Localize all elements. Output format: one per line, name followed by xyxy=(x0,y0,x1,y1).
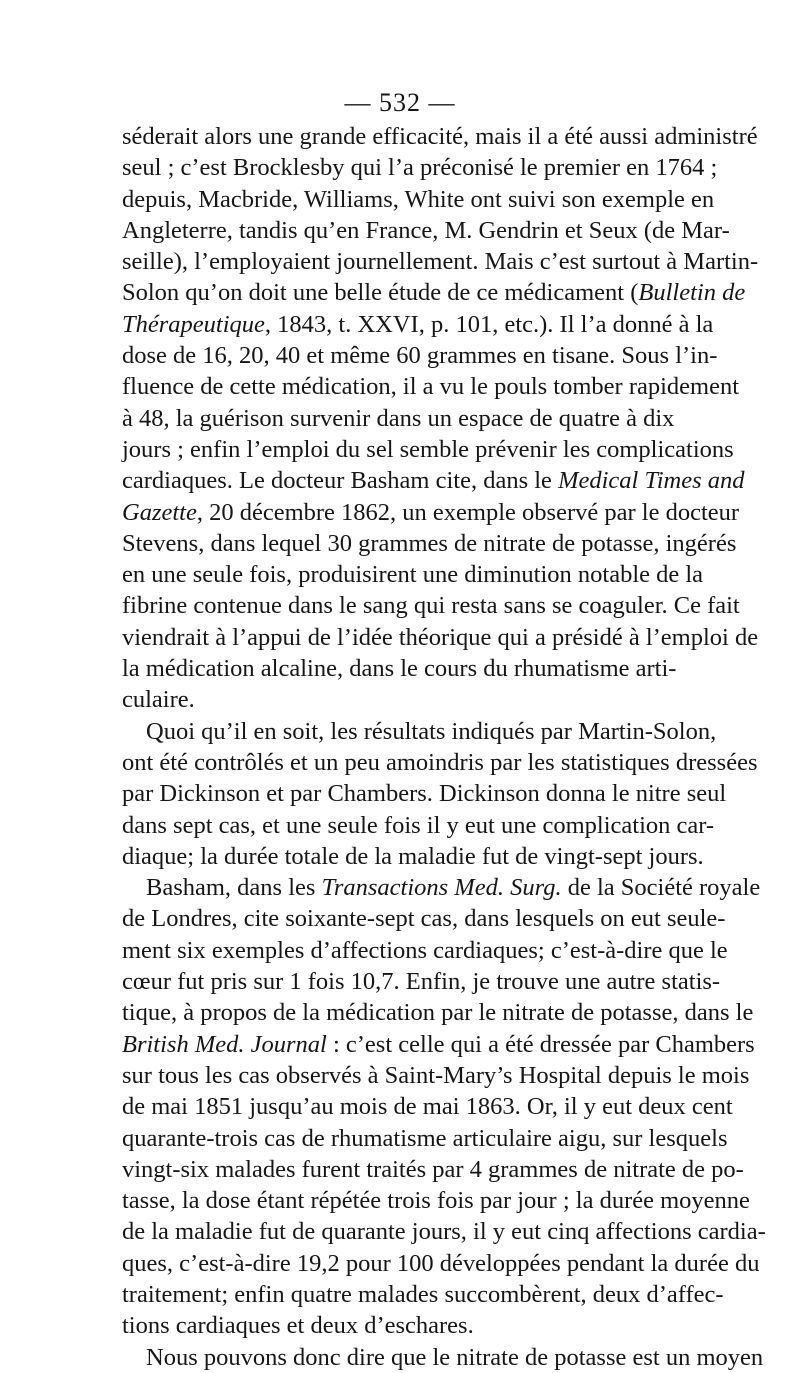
italic-text: Transactions Med. Surg. xyxy=(321,874,562,902)
text-segment: jours ; enfin l’emploi du sel semble prévenir les complications xyxy=(122,435,734,463)
text-segment: dose de 16, 20, 40 et même 60 grammes en tisane. Sous l’in- xyxy=(122,342,718,370)
text-segment: fluence de cette médication, il a vu le pouls tomber rapidement xyxy=(122,373,740,401)
text-line xyxy=(122,747,758,778)
text-line xyxy=(122,465,745,496)
text-line xyxy=(122,1248,760,1279)
text-line xyxy=(122,716,717,747)
text-segment: ment six exemples d’affections cardiaques; c’est-à-dire que le xyxy=(122,936,728,964)
text-line xyxy=(122,277,746,308)
text-line xyxy=(122,622,759,653)
text-segment: viendrait à l’appui de l’idée théorique qui a présidé à l’emploi de xyxy=(122,623,759,651)
text-segment: , 1843, t. XXVI, p. 101, etc.). Il l’a donné à la xyxy=(264,310,714,338)
italic-text: Bulletin de xyxy=(638,279,746,307)
page-number: — 532 — xyxy=(344,88,456,117)
text-line xyxy=(122,810,715,841)
text-segment: tasse, la dose étant répétée trois fois par jour ; la durée moyenne xyxy=(122,1187,750,1215)
text-segment: seul ; c’est Brocklesby qui l’a préconisé le premier en 1764 ; xyxy=(122,154,718,182)
text-line xyxy=(122,653,677,684)
text-segment: , 20 décembre 1862, un exemple observé par le docteur xyxy=(196,498,740,526)
text-line xyxy=(122,1310,671,1341)
text-line xyxy=(122,935,728,966)
text-segment: par Dickinson et par Chambers. Dickinson donna le nitre seul xyxy=(122,780,727,808)
text-line xyxy=(122,1060,750,1091)
text-segment: fibrine contenue dans le sang qui resta sans se coaguler. Ce fait xyxy=(122,592,740,620)
text-line xyxy=(122,872,761,903)
text-line xyxy=(122,246,759,277)
text-segment: de la maladie fut de quarante jours, il y eut cinq affections cardia- xyxy=(122,1218,766,1246)
text-segment: de la Société royale xyxy=(561,874,761,902)
text-segment: Stevens, dans lequel 30 grammes de nitrate de potasse, ingérés xyxy=(122,529,737,557)
text-segment: cœur fut pris sur 1 fois 10,7. Enfin, je trouve une autre statis- xyxy=(122,968,721,996)
text-segment: Angleterre, tandis qu’en France, M. Gendrin et Seux (de Mar- xyxy=(122,216,730,244)
text-line xyxy=(122,152,718,183)
text-segment: vingt-six malades furent traités par 4 grammes de nitrate de po- xyxy=(122,1155,744,1183)
text-line xyxy=(122,841,704,872)
italic-text: Thérapeutique xyxy=(122,310,265,338)
text-segment: cardiaques. Le docteur Basham cite, dans le xyxy=(122,467,559,495)
text-segment: de mai 1851 jusqu’au mois de mai 1863. Or, il y eut deux cent xyxy=(122,1093,733,1121)
text-segment: tique, à propos de la médication par le nitrate de potasse, dans le xyxy=(122,999,754,1027)
body-text xyxy=(122,121,766,1373)
text-segment: Solon qu’on doit une belle étude de ce médicament ( xyxy=(122,279,639,307)
text-line xyxy=(122,121,758,152)
text-segment: Quoi qu’il en soit, les résultats indiqués par Martin-Solon, xyxy=(146,717,717,745)
text-segment: traitement; enfin quatre malades succombèrent, deux d’affec- xyxy=(122,1280,724,1308)
text-line xyxy=(122,966,721,997)
italic-text: British Med. Journal xyxy=(122,1030,327,1058)
text-line xyxy=(122,590,740,621)
text-segment: seille), l’employaient journellement. Mais c’est surtout à Martin- xyxy=(122,248,759,276)
text-line xyxy=(122,559,704,590)
text-line xyxy=(122,403,675,434)
text-segment: sur tous les cas observés à Saint-Mary’s Hospital depuis le mois xyxy=(122,1061,750,1089)
italic-text: Gazette xyxy=(122,498,197,526)
text-line xyxy=(122,371,740,402)
text-segment: tions cardiaques et deux d’eschares. xyxy=(122,1312,474,1340)
text-segment: culaire. xyxy=(122,686,195,714)
text-line xyxy=(122,497,740,528)
text-segment: dans sept cas, et une seule fois il y eut une complication car- xyxy=(122,811,715,839)
text-line xyxy=(122,184,715,215)
text-line xyxy=(122,215,730,246)
text-line xyxy=(122,309,714,340)
text-line xyxy=(122,1342,764,1373)
text-line xyxy=(122,434,734,465)
text-line xyxy=(122,1123,728,1154)
text-segment: ont été contrôlés et un peu amoindris par les statistiques dressées xyxy=(122,748,758,776)
text-line xyxy=(122,684,671,715)
text-line xyxy=(122,1185,750,1216)
text-line xyxy=(122,1216,766,1247)
text-line xyxy=(122,1029,755,1060)
text-segment: Basham, dans les xyxy=(146,874,322,902)
text-segment: à 48, la guérison survenir dans un espace de quatre à dix xyxy=(122,404,675,432)
text-line xyxy=(122,1279,724,1310)
text-line xyxy=(122,997,754,1028)
text-segment: depuis, Macbride, Williams, White ont suivi son exemple en xyxy=(122,185,715,213)
text-line xyxy=(122,1154,744,1185)
text-segment: Nous pouvons donc dire que le nitrate de potasse est un moyen xyxy=(146,1343,764,1371)
text-segment: diaque; la durée totale de la maladie fut de vingt-sept jours. xyxy=(122,842,704,870)
text-segment: quarante-trois cas de rhumatisme articulaire aigu, sur lesquels xyxy=(122,1124,728,1152)
text-line xyxy=(122,1091,733,1122)
text-line xyxy=(122,778,727,809)
text-segment: : c’est celle qui a été dressée par Chambers xyxy=(326,1030,755,1058)
text-segment: la médication alcaline, dans le cours du rhumatisme arti- xyxy=(122,655,677,683)
text-line xyxy=(122,903,726,934)
text-line xyxy=(122,340,718,371)
text-segment: de Londres, cite soixante-sept cas, dans lesquels on eut seule- xyxy=(122,905,726,933)
text-segment: séderait alors une grande efficacité, mais il a été aussi administré xyxy=(122,123,758,150)
text-segment: ques, c’est-à-dire 19,2 pour 100 développées pendant la durée du xyxy=(122,1249,760,1277)
text-line xyxy=(122,528,737,559)
text-segment: en une seule fois, produisirent une diminution notable de la xyxy=(122,561,704,589)
italic-text: Medical Times and xyxy=(558,467,745,495)
